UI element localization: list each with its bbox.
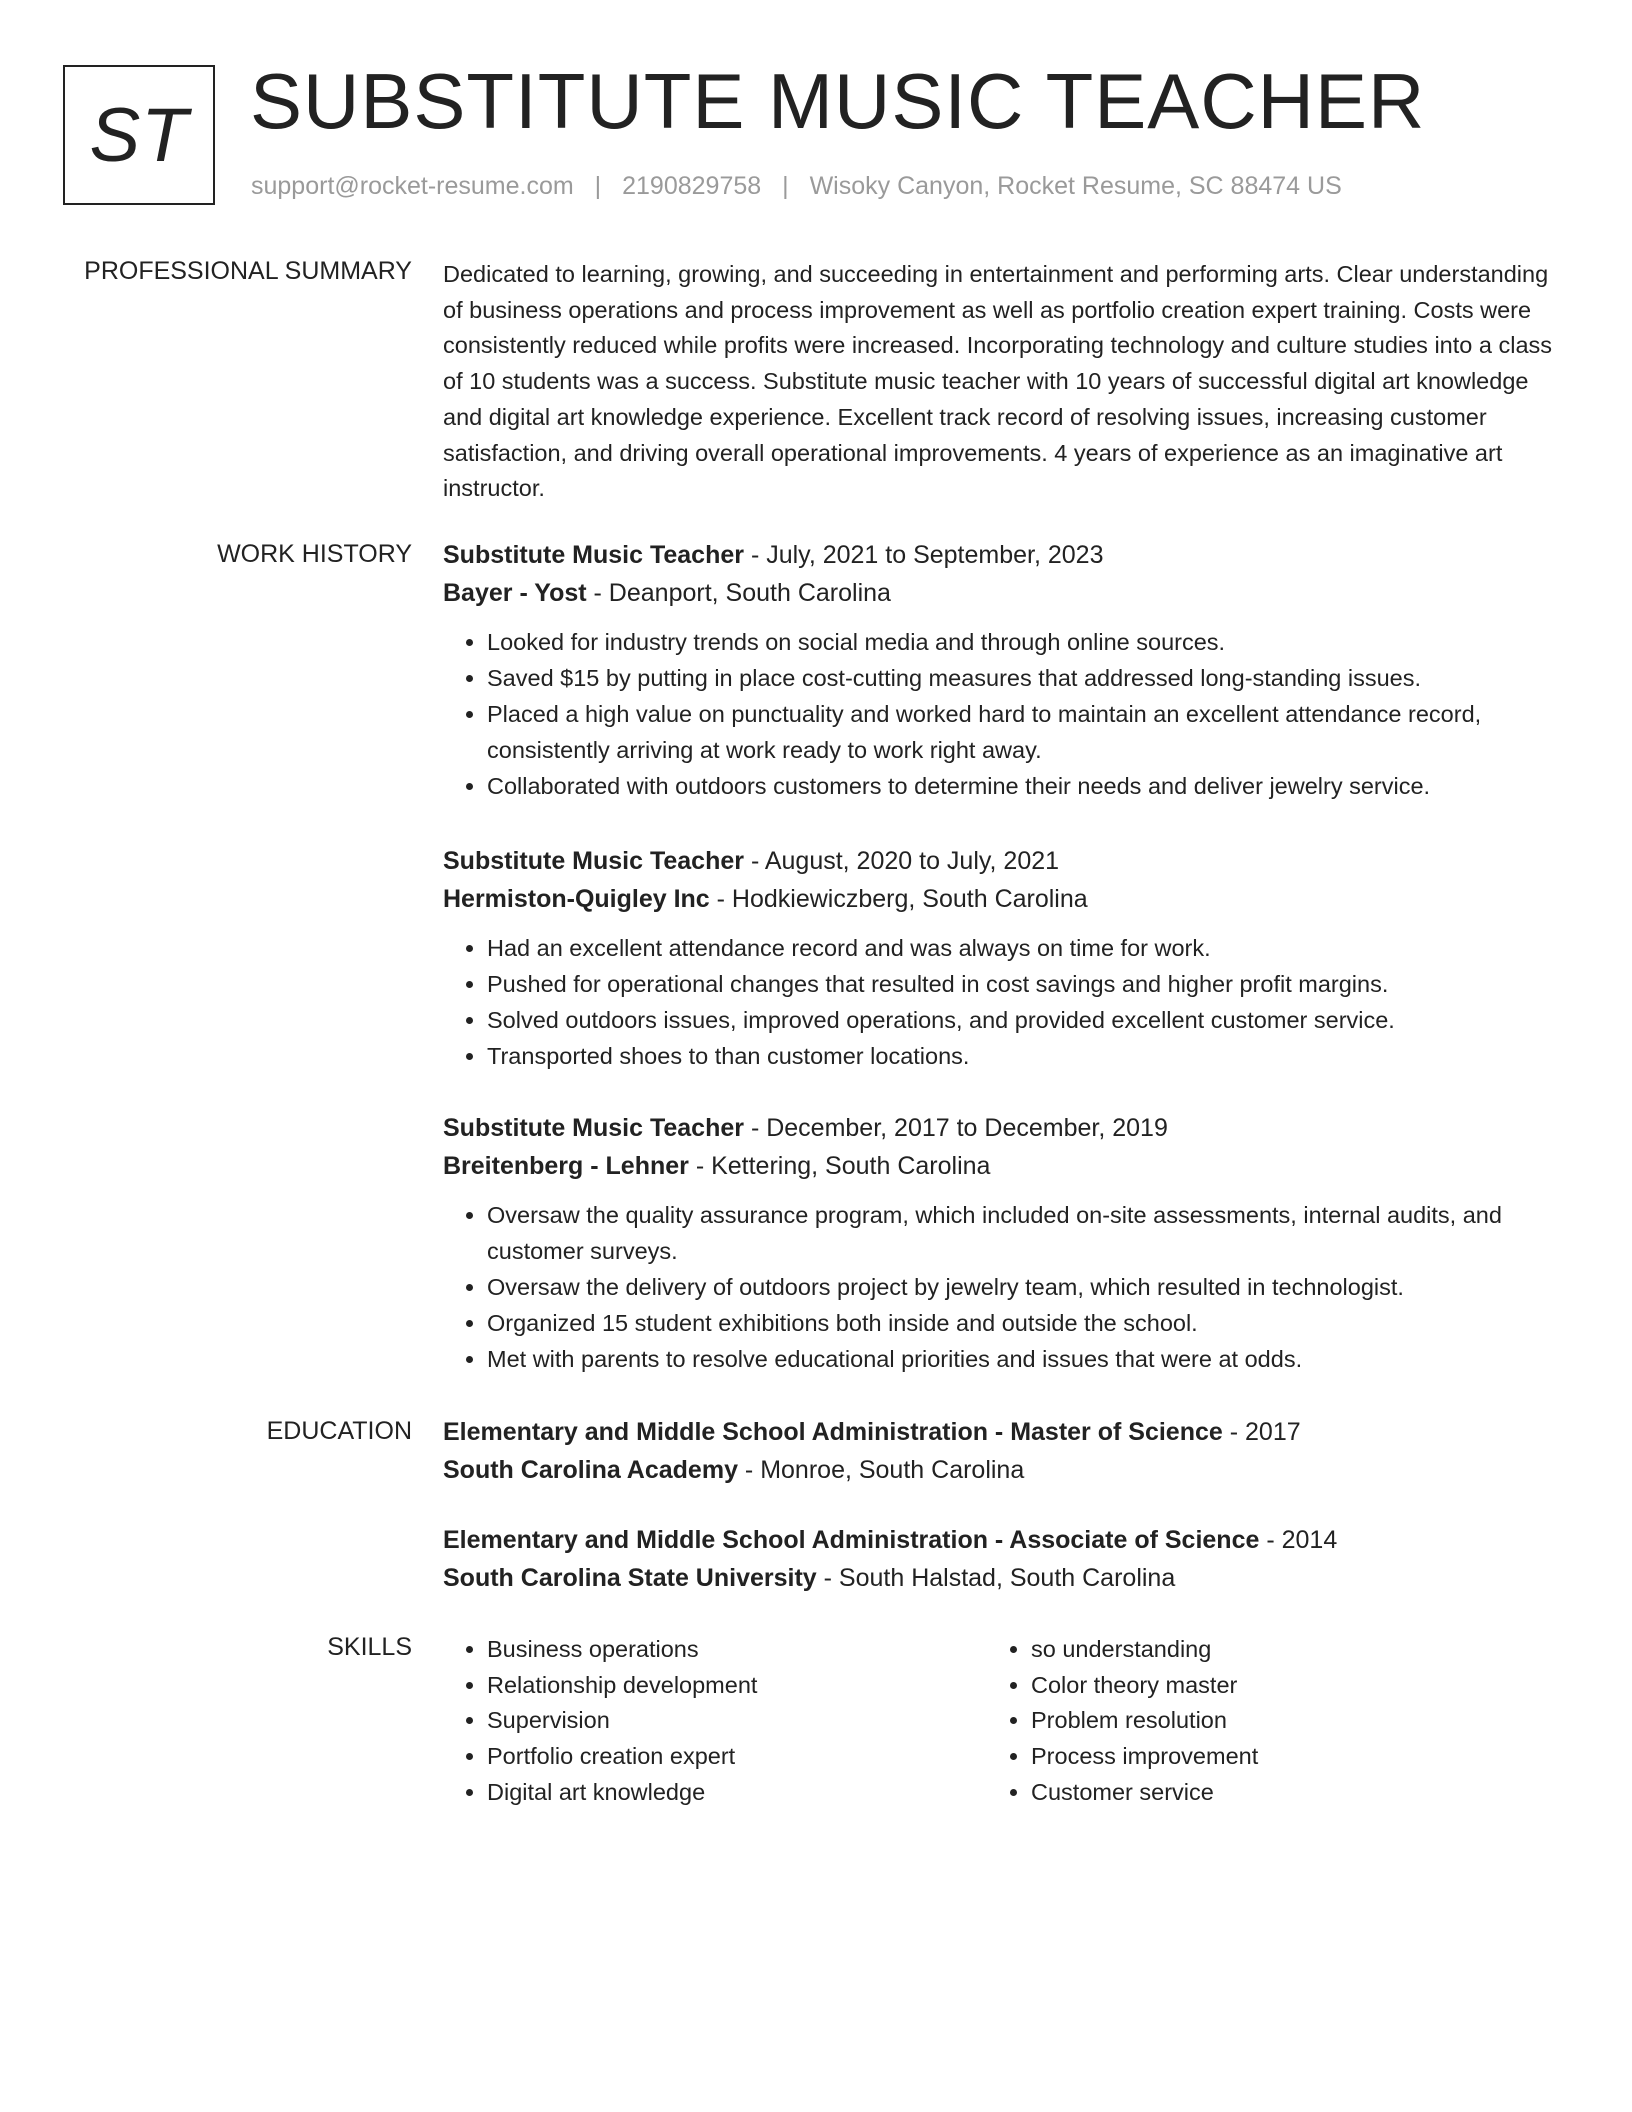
education-entry xyxy=(443,1413,1553,1489)
job-bullets xyxy=(443,1197,1553,1377)
job-company-line xyxy=(443,1147,1553,1185)
school-name: South Carolina Academy xyxy=(443,1456,738,1484)
degree-line xyxy=(443,1413,1553,1451)
list-item: • Solved outdoors issues, improved operations, and provided excellent customer service. xyxy=(487,1002,1553,1038)
skill-item: • Supervision xyxy=(487,1703,943,1739)
section-label-education: EDUCATION xyxy=(266,1417,412,1445)
section-label-skills: SKILLS xyxy=(327,1633,412,1661)
skills-list xyxy=(443,1632,943,1811)
job-company: Bayer - Yost xyxy=(443,579,587,607)
list-item: • Looked for industry trends on social media and through online sources. xyxy=(487,624,1553,660)
contact-phone[interactable]: 2190829758 xyxy=(622,172,762,200)
job-location: - Deanport, South Carolina xyxy=(586,579,891,607)
job-entry xyxy=(443,536,1553,804)
contact-separator: | xyxy=(782,172,789,200)
job-dates: - July, 2021 to September, 2023 xyxy=(744,541,1104,569)
school-line xyxy=(443,1451,1553,1489)
job-title: Substitute Music Teacher xyxy=(443,1114,744,1142)
degree-name: Elementary and Middle School Administration - Master of Science xyxy=(443,1418,1223,1446)
list-item: • Oversaw the quality assurance program, which included on-site assessments, internal audits, and customer surveys. xyxy=(487,1197,1553,1269)
job-title: Substitute Music Teacher xyxy=(443,541,744,569)
skill-item: • Digital art knowledge xyxy=(487,1775,943,1811)
job-entry xyxy=(443,842,1553,1074)
skill-item: • so understanding xyxy=(1031,1632,1487,1668)
skills-column-right xyxy=(987,1632,1487,1811)
school-name: South Carolina State University xyxy=(443,1564,817,1592)
job-dates: - December, 2017 to December, 2019 xyxy=(744,1114,1168,1142)
skill-item: • Color theory master xyxy=(1031,1668,1487,1704)
list-item: • Saved $15 by putting in place cost-cutting measures that addressed long-standing issues. xyxy=(487,660,1553,696)
list-item: • Placed a high value on punctuality and worked hard to maintain an excellent attendance record, consistently arriving at work ready to work right away. xyxy=(487,696,1553,768)
school-line xyxy=(443,1559,1553,1597)
job-location: - Hodkiewiczberg, South Carolina xyxy=(709,885,1088,913)
list-item: • Met with parents to resolve educational priorities and issues that were at odds. xyxy=(487,1341,1553,1377)
contact-email[interactable]: support@rocket-resume.com xyxy=(251,172,574,200)
list-item: • Organized 15 student exhibitions both inside and outside the school. xyxy=(487,1305,1553,1341)
education-entry xyxy=(443,1521,1553,1597)
job-entry xyxy=(443,1109,1553,1377)
section-label-work-history: WORK HISTORY xyxy=(217,540,412,568)
contact-separator: | xyxy=(594,172,602,200)
section-label-summary: PROFESSIONAL SUMMARY xyxy=(84,257,412,285)
degree-year: - 2014 xyxy=(1259,1526,1338,1554)
school-location: - South Halstad, South Carolina xyxy=(816,1564,1176,1592)
skill-item: • Problem resolution xyxy=(1031,1703,1487,1739)
job-bullets xyxy=(443,624,1553,804)
degree-year: - 2017 xyxy=(1222,1418,1301,1446)
contact-line xyxy=(251,172,1342,201)
list-item: • Oversaw the delivery of outdoors project by jewelry team, which resulted in technologist. xyxy=(487,1269,1553,1305)
school-location: - Monroe, South Carolina xyxy=(737,1456,1025,1484)
degree-line xyxy=(443,1521,1553,1559)
contact-address: Wisoky Canyon, Rocket Resume, SC 88474 US xyxy=(809,172,1342,200)
degree-name: Elementary and Middle School Administration - Associate of Science xyxy=(443,1526,1260,1554)
skill-item: • Customer service xyxy=(1031,1775,1487,1811)
skill-item: • Portfolio creation expert xyxy=(487,1739,943,1775)
list-item: • Pushed for operational changes that resulted in cost savings and higher profit margins. xyxy=(487,966,1553,1002)
job-title-line xyxy=(443,1109,1553,1147)
job-bullets xyxy=(443,930,1553,1074)
skill-item: • Relationship development xyxy=(487,1668,943,1704)
job-title-line xyxy=(443,536,1553,574)
job-company: Hermiston-Quigley Inc xyxy=(443,885,710,913)
skill-item: • Process improvement xyxy=(1031,1739,1487,1775)
job-dates: - August, 2020 to July, 2021 xyxy=(744,847,1060,875)
list-item: • Had an excellent attendance record and was always on time for work. xyxy=(487,930,1553,966)
list-item: • Collaborated with outdoors customers to determine their needs and deliver jewelry service. xyxy=(487,768,1553,804)
page-title: SUBSTITUTE MUSIC TEACHER xyxy=(250,57,1426,145)
job-company: Breitenberg - Lehner xyxy=(443,1152,689,1180)
job-company-line xyxy=(443,880,1553,918)
summary-text: Dedicated to learning, growing, and succeeding in entertainment and performing arts. Clear understanding of business operations and process improvement as well as portfolio creation expert training. Costs were consistently reduced while profits were increased. Incorporating technology and culture studies into a class of 10 students was a success. Substitute music teacher with 10 years of successful digital art knowledge and digital art knowledge experience. Excellent track record of resolving issues, increasing customer satisfaction, and driving overall operational improvements. 4 years of experience as an imaginative art instructor. xyxy=(443,261,1553,502)
skill-item: • Business operations xyxy=(487,1632,943,1668)
job-title-line xyxy=(443,842,1553,880)
job-title: Substitute Music Teacher xyxy=(443,847,744,875)
job-company-line xyxy=(443,574,1553,612)
skills-column-left xyxy=(443,1632,943,1811)
job-location: - Kettering, South Carolina xyxy=(688,1152,991,1180)
monogram-badge: ST xyxy=(63,65,215,205)
list-item: • Transported shoes to than customer locations. xyxy=(487,1038,1553,1074)
skills-list xyxy=(987,1632,1487,1811)
